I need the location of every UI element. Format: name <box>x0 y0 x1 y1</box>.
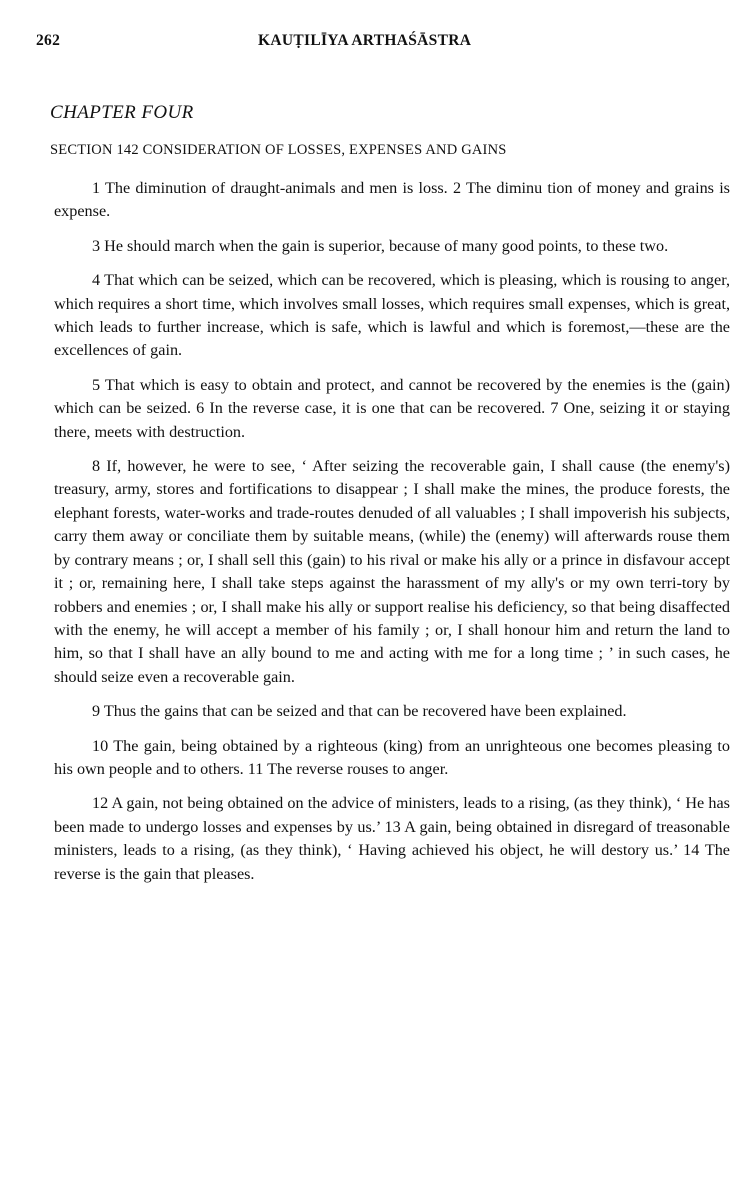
page-header <box>36 30 730 56</box>
paragraph: 5 That which is easy to obtain and protect, and cannot be recovered by the enemies is the (gain) which can be seized. 6 In the reverse case, it is one that can be recovered. 7 One, seizing it or staying there, meets with destruction. <box>54 375 730 441</box>
paragraph: 10 The gain, being obtained by a righteous (king) from an unrighteous one becomes pleasing to his own people and to others. 11 The reverse rouses to anger. <box>54 736 730 778</box>
running-head: KAUṬILĪYA ARTHAŚĀSTRA <box>258 32 472 49</box>
paragraph: 4 That which can be seized, which can be recovered, which is pleasing, which is rousing to anger, which requires a short time, which involves small losses, which requires small expenses, which is great, which leads to further increase, which is safe, which is lawful and which is foremost,—these are the excellences of gain. <box>54 271 730 360</box>
paragraph: 1 The diminution of draught-animals and men is loss. 2 The diminu tion of money and grains is expense. <box>54 179 730 221</box>
section-title: SECTION 142 CONSIDERATION OF LOSSES, EXPENSES AND GAINS <box>50 142 507 158</box>
chapter-title: CHAPTER FOUR <box>50 102 194 123</box>
paragraph: 9 Thus the gains that can be seized and that can be recovered have been explained. <box>92 702 627 721</box>
paragraph: 8 If, however, he were to see, ‘ After seizing the recoverable gain, I shall cause (the enemy's) treasury, army, stores and fortifications to disappear ; I shall make the mines, the produce forests, the elephant forests, water-works and trade-routes denuded of all valuables ; I shall impoverish his subjects, carry them away or conciliate them by suitable means, (while) the (enemy) will afterwards rouse them by contrary means ; or, I shall sell this (gain) to his rival or make his ally or a prince in disfavour accept it ; or, remaining here, I shall take steps against the harassment of my ally's or my own terri-tory by robbers and enemies ; or, I shall make his ally or support realise his deficiency, so that being disaffected with the enemy, he will accept a member of his family ; or, I shall honour him and return the land to him, so that I shall have an ally bound to me and acting with me for a long time ; ’ in such cases, he should seize even a recoverable gain. <box>54 457 730 686</box>
page-number: 262 <box>36 32 61 49</box>
body-text <box>54 177 730 886</box>
paragraph: 3 He should march when the gain is superior, because of many good points, to these two. <box>92 236 669 255</box>
paragraph: 12 A gain, not being obtained on the advice of ministers, leads to a rising, (as they think), ‘ He has been made to undergo losses and expenses by us.’ 13 A gain, being obtained in disregard of treasonable ministers, leads to a rising, (as they think), ‘ Having achieved his object, he will destory us.’ 14 The reverse is the gain that pleases. <box>54 794 730 883</box>
